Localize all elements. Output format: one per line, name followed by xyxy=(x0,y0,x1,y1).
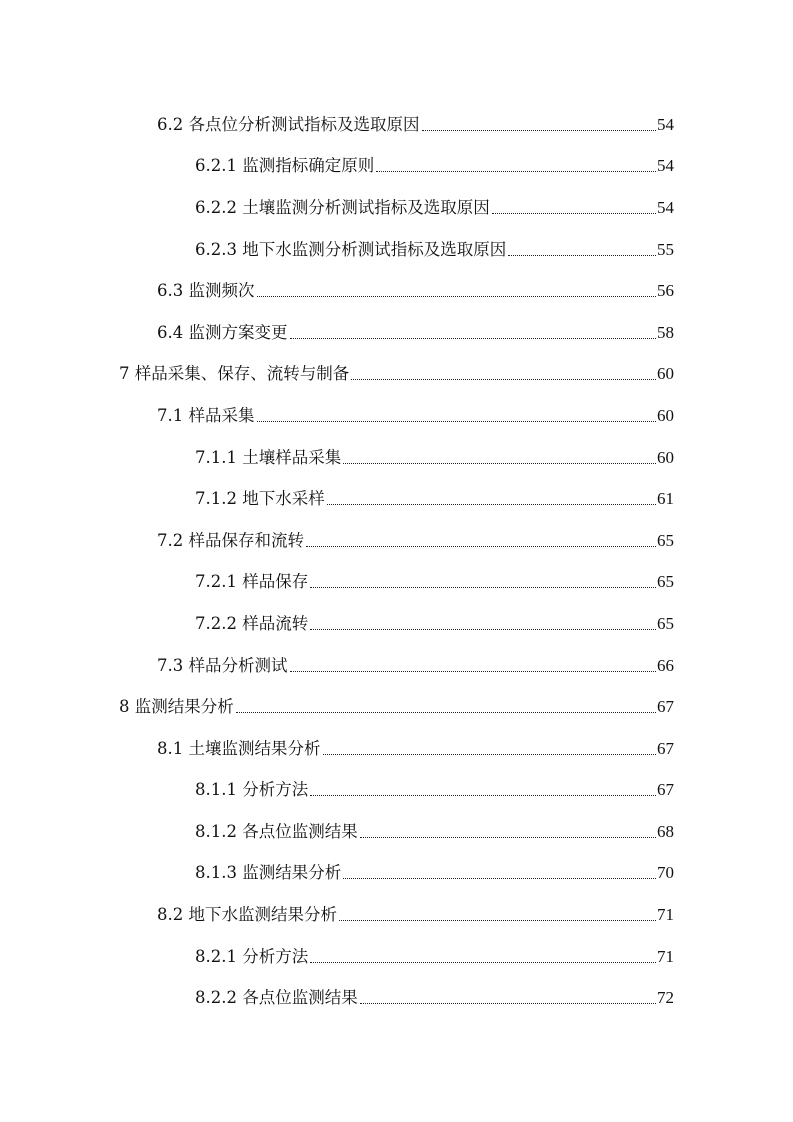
toc-entry-title: 6.2.3 地下水监测分析测试指标及选取原因 xyxy=(195,239,507,259)
toc-entry-title: 8.1.3 监测结果分析 xyxy=(195,863,342,883)
toc-entry-6-4[interactable] xyxy=(0,312,793,354)
dot-leader xyxy=(343,448,656,468)
toc-entry-title: 8.1.2 各点位监测结果 xyxy=(195,821,358,841)
toc-entry-page: 61 xyxy=(657,489,674,509)
dot-leader xyxy=(310,572,656,592)
toc-entry-page: 66 xyxy=(657,655,674,675)
toc-entry-title: 7.1 样品采集 xyxy=(157,405,255,425)
toc-entry-7-3[interactable] xyxy=(0,645,793,687)
toc-entry-page: 67 xyxy=(657,738,674,758)
toc-entry-page: 60 xyxy=(657,447,674,467)
toc-entry-8-2-1[interactable] xyxy=(0,936,793,978)
toc-entry-8-1-1[interactable] xyxy=(0,770,793,812)
toc-entry-page: 56 xyxy=(657,281,674,301)
dot-leader xyxy=(310,947,656,967)
toc-entry-7-2-1[interactable] xyxy=(0,562,793,604)
toc-entry-7-1[interactable] xyxy=(0,395,793,437)
dot-leader xyxy=(360,822,656,842)
dot-leader xyxy=(343,863,656,883)
dot-leader xyxy=(257,406,657,426)
toc-entry-8-1-3[interactable] xyxy=(0,853,793,895)
toc-entry-title: 8.2.2 各点位监测结果 xyxy=(195,988,358,1008)
toc-entry-page: 65 xyxy=(657,572,674,592)
dot-leader xyxy=(310,780,656,800)
toc-entry-title: 8.2 地下水监测结果分析 xyxy=(157,905,337,925)
dot-leader xyxy=(360,988,656,1008)
toc-entry-page: 54 xyxy=(657,156,674,176)
toc-entry-page: 55 xyxy=(657,239,674,259)
toc-entry-title: 6.2.2 土壤监测分析测试指标及选取原因 xyxy=(195,197,490,217)
dot-leader xyxy=(306,531,656,551)
dot-leader xyxy=(327,489,656,509)
toc-entry-title: 8.1.1 分析方法 xyxy=(195,780,309,800)
dot-leader xyxy=(257,281,657,301)
toc-entry-page: 71 xyxy=(657,905,674,925)
dot-leader xyxy=(422,115,657,135)
toc-entry-page: 60 xyxy=(657,405,674,425)
toc-entry-title: 7.2.2 样品流转 xyxy=(195,613,309,633)
toc-entry-6-3[interactable] xyxy=(0,270,793,312)
table-of-contents xyxy=(0,104,793,1019)
dot-leader xyxy=(290,323,657,343)
toc-entry-page: 72 xyxy=(657,988,674,1008)
toc-entry-page: 68 xyxy=(657,821,674,841)
toc-entry-7-2-2[interactable] xyxy=(0,603,793,645)
toc-entry-8-2[interactable] xyxy=(0,894,793,936)
toc-entry-title: 8 监测结果分析 xyxy=(119,697,234,717)
toc-entry-title: 7 样品采集、保存、流转与制备 xyxy=(119,364,350,384)
dot-leader xyxy=(508,240,656,260)
toc-entry-title: 7.2 样品保存和流转 xyxy=(157,530,304,550)
toc-entry-8[interactable] xyxy=(0,686,793,728)
toc-entry-6-2[interactable] xyxy=(0,104,793,146)
toc-entry-page: 67 xyxy=(657,697,674,717)
toc-entry-6-2-2[interactable] xyxy=(0,187,793,229)
toc-entry-7-2[interactable] xyxy=(0,520,793,562)
toc-entry-title: 7.1.2 地下水采样 xyxy=(195,489,325,509)
dot-leader xyxy=(323,739,657,759)
dot-leader xyxy=(376,156,656,176)
toc-entry-title: 6.2 各点位分析测试指标及选取原因 xyxy=(157,114,420,134)
toc-entry-page: 70 xyxy=(657,863,674,883)
toc-entry-page: 71 xyxy=(657,946,674,966)
toc-entry-6-2-1[interactable] xyxy=(0,146,793,188)
toc-entry-page: 54 xyxy=(657,197,674,217)
toc-entry-title: 6.4 监测方案变更 xyxy=(157,322,288,342)
toc-entry-title: 8.2.1 分析方法 xyxy=(195,946,309,966)
dot-leader xyxy=(310,614,656,634)
dot-leader xyxy=(339,905,656,925)
toc-entry-title: 7.1.1 土壤样品采集 xyxy=(195,447,342,467)
dot-leader xyxy=(492,198,656,218)
toc-entry-title: 8.1 土壤监测结果分析 xyxy=(157,738,321,758)
toc-entry-page: 65 xyxy=(657,530,674,550)
dot-leader xyxy=(236,697,656,717)
toc-entry-8-1-2[interactable] xyxy=(0,811,793,853)
toc-entry-7-1-1[interactable] xyxy=(0,437,793,479)
toc-entry-title: 6.2.1 监测指标确定原则 xyxy=(195,156,375,176)
toc-entry-page: 54 xyxy=(657,114,674,134)
toc-entry-8-2-2[interactable] xyxy=(0,977,793,1019)
toc-entry-7-1-2[interactable] xyxy=(0,478,793,520)
toc-entry-6-2-3[interactable] xyxy=(0,229,793,271)
toc-entry-title: 6.3 监测频次 xyxy=(157,281,255,301)
toc-entry-8-1[interactable] xyxy=(0,728,793,770)
dot-leader xyxy=(351,364,656,384)
toc-entry-page: 58 xyxy=(657,322,674,342)
toc-entry-page: 67 xyxy=(657,780,674,800)
toc-entry-page: 65 xyxy=(657,613,674,633)
toc-entry-page: 60 xyxy=(657,364,674,384)
dot-leader xyxy=(290,656,657,676)
toc-entry-title: 7.2.1 样品保存 xyxy=(195,572,309,592)
toc-entry-title: 7.3 样品分析测试 xyxy=(157,655,288,675)
toc-entry-7[interactable] xyxy=(0,354,793,396)
